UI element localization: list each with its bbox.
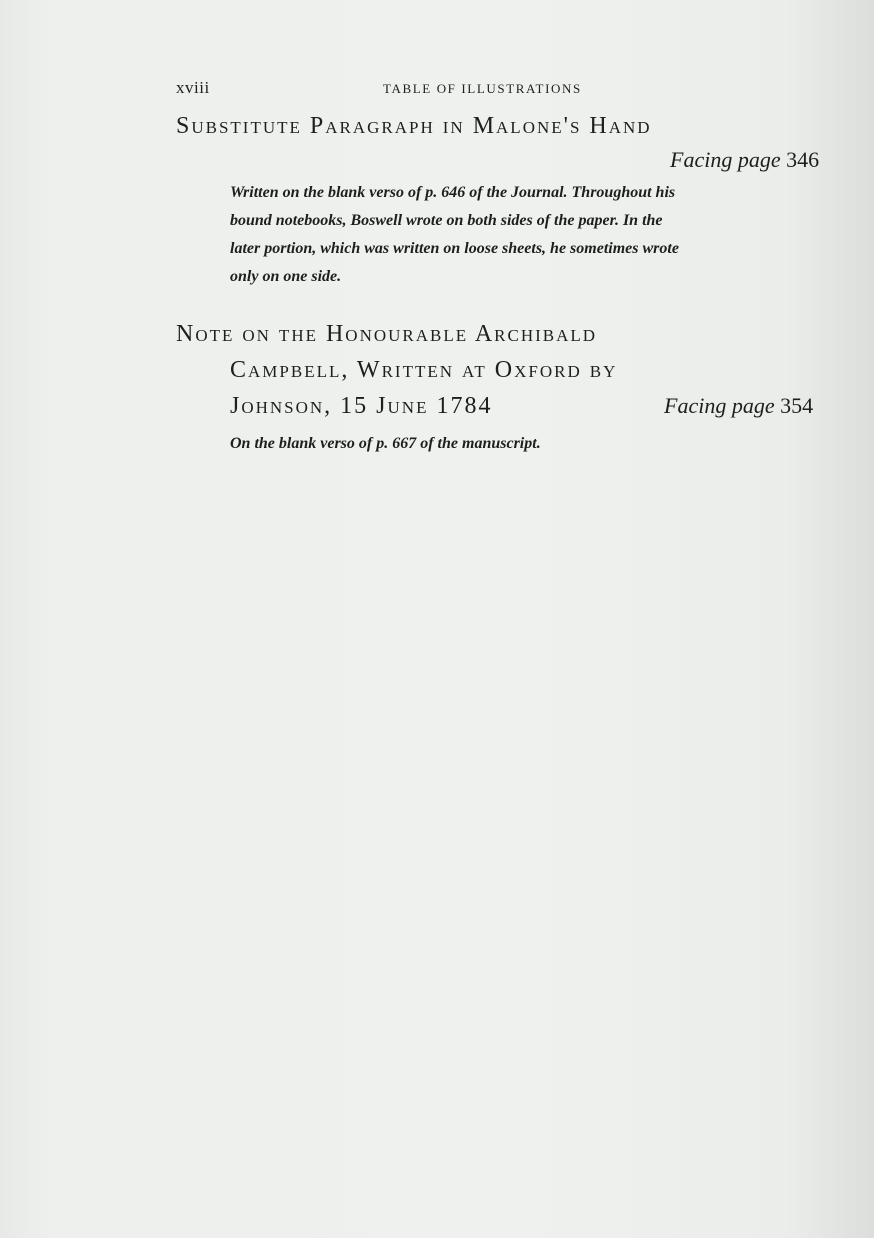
page-number: xviii <box>176 78 210 97</box>
entry-title-continued: Campbell, Written at Oxford by <box>230 357 618 383</box>
caption-line: Written on the blank verso of p. 646 of the Journal. Throughout his <box>230 184 676 201</box>
entry-caption <box>230 430 790 458</box>
entry-title: Note on the Honourable Archibald <box>176 321 598 347</box>
entry-caption <box>230 179 790 291</box>
entry-title-continued: Johnson, 15 June 1784 <box>230 393 493 419</box>
entry-title: Substitute Paragraph in Malone's Hand <box>176 113 652 139</box>
caption-line: bound notebooks, Boswell wrote on both sides of the paper. In the <box>230 212 663 229</box>
facing-page-reference <box>664 393 813 419</box>
facing-page-number: 346 <box>786 147 820 172</box>
facing-page-label: Facing page <box>670 147 781 172</box>
caption-line: only on one side. <box>230 268 342 285</box>
caption-line: later portion, which was written on loose sheets, he sometimes wrote <box>230 240 679 257</box>
facing-page-reference <box>670 147 819 173</box>
running-head: TABLE OF ILLUSTRATIONS <box>383 81 582 96</box>
facing-page-label: Facing page <box>664 393 775 418</box>
facing-page-number: 354 <box>780 393 814 418</box>
caption-line: On the blank verso of p. 667 of the manuscript. <box>230 435 541 452</box>
page-header <box>0 78 874 102</box>
